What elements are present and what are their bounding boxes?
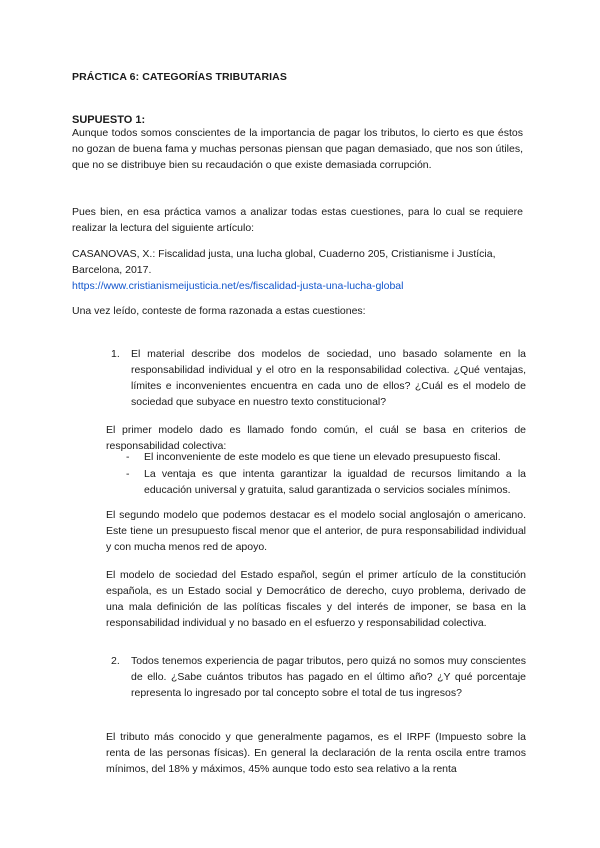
instructions-paragraph: Pues bien, en esa práctica vamos a analizar todas estas cuestiones, para lo cual se requiere realizar la lectura del siguiente artículo:	[72, 206, 523, 234]
question-text: El material describe dos modelos de sociedad, uno basado solamente en la responsabilidad individual y el otro en la responsabilidad colectiva. ¿Qué ventajas, límites e inconvenientes encuentra en cada uno de ellos? ¿Cuál es el modelo de sociedad que subyace en nuestro texto constitucional?	[131, 348, 526, 408]
list-item-text: La ventaja es que intenta garantizar la igualdad de recursos limitando a la educación universal y gratuita, salud garantizada o servicios sociales mínimos.	[144, 467, 526, 496]
page-title: PRÁCTICA 6: CATEGORÍAS TRIBUTARIAS	[72, 71, 287, 83]
answer-1-paragraph-3: El modelo de sociedad del Estado español, según el primer artículo de la constitución española, es un Estado social y Democrático de derecho, cuyo problema, derivado de una mala definición de las políticas fiscales y del interés de imponer, se basa en la responsabilidad individual y no basado en el esfuerzo y responsabilidad colectiva.	[106, 569, 526, 629]
question-number: 2.	[111, 655, 120, 667]
question-1	[111, 347, 526, 411]
bullet-marker: -	[126, 451, 130, 463]
answer-1-paragraph-1: El primer modelo dado es llamado fondo común, el cuál se basa en criterios de responsabilidad colectiva:	[106, 424, 526, 452]
list-item	[126, 467, 526, 499]
answer-1-paragraph-2: El segundo modelo que podemos destacar es el modelo social anglosajón o americano. Este tiene un presupuesto fiscal menor que el anterior, de pura responsabilidad individual y con mucha menos red de apoyo.	[106, 509, 526, 553]
reference-citation: CASANOVAS, X.: Fiscalidad justa, una lucha global, Cuaderno 205, Cristianisme i Justícia, Barcelona, 2017.	[72, 248, 496, 276]
question-number: 1.	[111, 348, 120, 360]
questions-intro: Una vez leído, conteste de forma razonada a estas cuestiones:	[72, 305, 366, 317]
reference-link[interactable]: https://www.cristianismeijusticia.net/es/fiscalidad-justa-una-lucha-global	[72, 279, 404, 292]
question-2	[111, 654, 526, 702]
reference-block	[72, 247, 523, 295]
list-item	[126, 450, 526, 466]
answer-1-bullet-list	[126, 450, 526, 500]
question-text: Todos tenemos experiencia de pagar tributos, pero quizá no somos muy conscientes de ello. ¿Sabe cuántos tributos has pagado en el último año? ¿Y qué porcentaje representa lo ingresado por tal concepto sobre el total de tus ingresos?	[131, 655, 526, 699]
section-heading: SUPUESTO 1:	[72, 114, 146, 126]
bullet-marker: -	[126, 467, 130, 480]
intro-paragraph: Aunque todos somos conscientes de la importancia de pagar los tributos, lo cierto es que éstos no gozan de buena fama y muchas personas piensan que pagan demasiado, que nos son útiles, que no se distribuye bien su recaudación o que existe demasiada corrupción.	[72, 127, 523, 171]
answer-2-paragraph-1: El tributo más conocido y que generalmente pagamos, es el IRPF (Impuesto sobre la renta de las personas físicas). En general la declaración de la renta oscila entre tramos mínimos, del 18% y máximos, 45% aunque todo esto sea relativo a la renta	[106, 731, 526, 775]
list-item-text: El inconveniente de este modelo es que tiene un elevado presupuesto fiscal.	[144, 451, 501, 463]
